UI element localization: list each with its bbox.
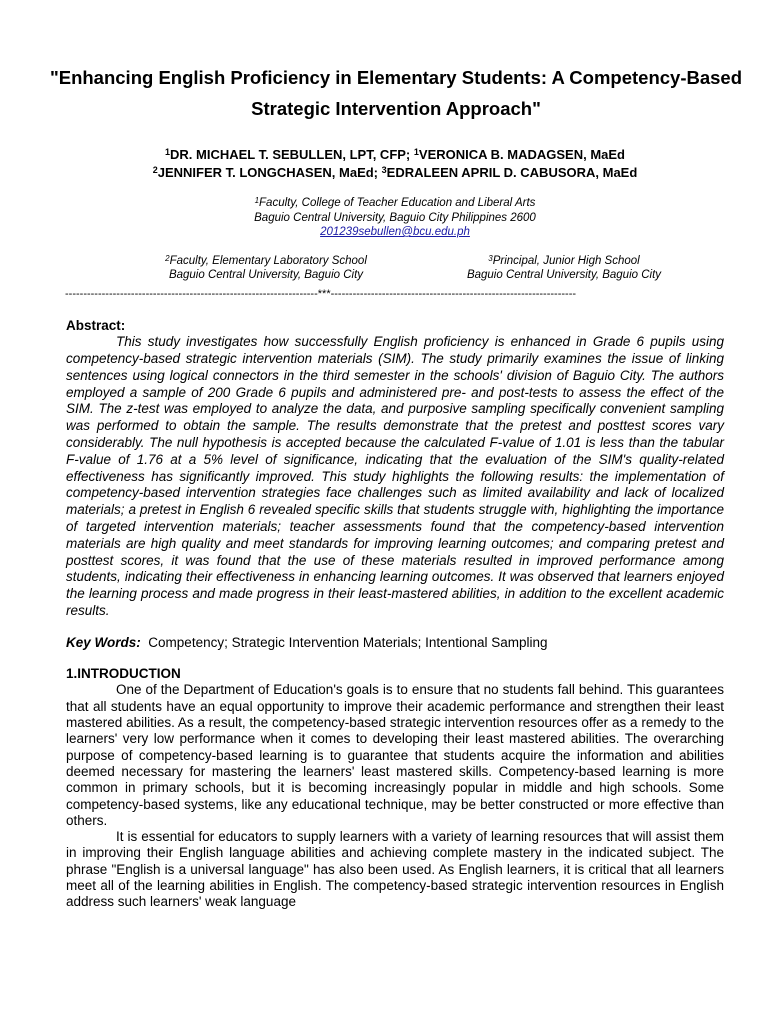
- author-3-name: JENNIFER T. LONGCHASEN, MaEd;: [157, 165, 379, 180]
- affiliation-2-line1: Faculty, Elementary Laboratory School: [169, 254, 367, 267]
- affiliation-2-line2: Baguio Central University, Baguio City: [168, 269, 364, 281]
- affiliation-1-line2: Baguio Central University, Baguio City Philippines 2600: [254, 211, 536, 224]
- author-1-name: DR. MICHAEL T. SEBULLEN, LPT, CFP;: [170, 147, 411, 162]
- author-4-sup: 3: [381, 165, 387, 175]
- introduction-heading: 1.INTRODUCTION: [66, 665, 181, 681]
- author-line-1: [66, 146, 724, 164]
- introduction-paragraph-1: One of the Department of Education's goals is to ensure that no students fall behind. This guarantees that all students have an equal opportunity to improve their academic performance and strengthen their least mastered abilities. As a result, the competency-based strategic intervention resources offer as a remedy to the learners' very low performance when it comes to developing their least mastered abilities. The overarching purpose of competency-based learning is to guarantee that students acquire the information and abilities deemed necessary for mastering the learners' least mastered skills. Competency-based learning is more common in primary schools, but it is becoming increasingly popular in middle and high schools. Some competency-based systems, like any educational technique, may be better constructed or more effective than others.: [66, 682, 724, 828]
- affiliation-1-sup: 1: [254, 196, 260, 205]
- affiliation-3-sup: 3: [488, 253, 493, 263]
- author-1-sup: 1: [164, 147, 170, 157]
- affiliation-row: [66, 254, 724, 283]
- section-divider: ---------------------------------------------------------------------***-------------------------------------------------------------------: [65, 287, 577, 300]
- author-email-link[interactable]: 201239sebullen@bcu.edu.ph: [320, 226, 470, 238]
- affiliation-3-line1: Principal, Junior High School: [492, 254, 640, 267]
- keywords-colon: :: [136, 634, 141, 650]
- affiliation-1: [66, 196, 724, 240]
- affiliation-1-line1: Faculty, College of Teacher Education and Liberal Arts: [259, 197, 536, 209]
- affiliation-3-line2: Baguio Central University, Baguio City: [466, 269, 662, 281]
- author-3-sup: 2: [152, 165, 158, 175]
- abstract-heading: Abstract:: [66, 317, 126, 333]
- author-2-name: VERONICA B. MADAGSEN, MaEd: [418, 147, 625, 162]
- abstract-text: This study investigates how successfully English proficiency is enhanced in Grade 6 pupils using competency-based strategic intervention materials (SIM). The study primarily examines the issue of linking sentences using logical connectors in the third semester in the schools' division of Baguio City. The authors employed a sample of 200 Grade 6 pupils and administered pre- and post-tests to assess the effect of the SIM. The z-test was employed to analyze the data, and purposive sampling specifically convenient sampling was performed to obtain the sample. The results demonstrate that the pretest and posttest scores vary considerably. The null hypothesis is accepted because the calculated F-value of 1.01 is less than the tabular F-value of 1.76 at a 5% level of significance, indicating that the evaluation of the SIM's quality-related effectiveness has significantly improved. This study highlights the following results: the implementation of competency-based intervention strategies face challenges such as limited availability and lack of localized materials; a pretest in English 6 revealed specific skills that students struggle with, highlighting the importance of targeted intervention materials; teacher assessments found that the competency-based intervention materials are high quality and meet standards for improving learning outcomes; and comparing pretest and posttest scores, it was found that the use of these materials resulted in improved performance among students, indicating their effectiveness in enhancing learning outcomes. It was observed that learners enjoyed the learning process and made progress in their least-mastered abilities, in addition to the excellent academic results.: [66, 334, 724, 619]
- affiliation-2-sup: 2: [165, 253, 170, 263]
- author-line-2: [66, 164, 724, 182]
- keywords-text: Competency; Strategic Intervention Materials; Intentional Sampling: [148, 634, 548, 650]
- author-2-sup: 1: [413, 147, 419, 157]
- author-list: [66, 146, 724, 182]
- paper-title: "Enhancing English Proficiency in Elementary Students: A Competency-Based Strategic Intervention Approach": [49, 67, 743, 119]
- author-4-name: EDRALEEN APRIL D. CABUSORA, MaEd: [386, 165, 638, 180]
- keywords-label: Key Words: [66, 634, 137, 650]
- introduction-paragraph-2: It is essential for educators to supply learners with a variety of learning resources that will assist them in improving their English language abilities and achieving complete mastery in the indicated subject. The phrase "English is a universal language" has also been used. As English learners, it is critical that all learners meet all of the learning abilities in English. The competency-based strategic intervention resources in English address such learners' weak language: [66, 829, 724, 910]
- affiliation-3: [434, 254, 694, 283]
- affiliation-2: [106, 254, 426, 283]
- keywords-line: [66, 635, 724, 652]
